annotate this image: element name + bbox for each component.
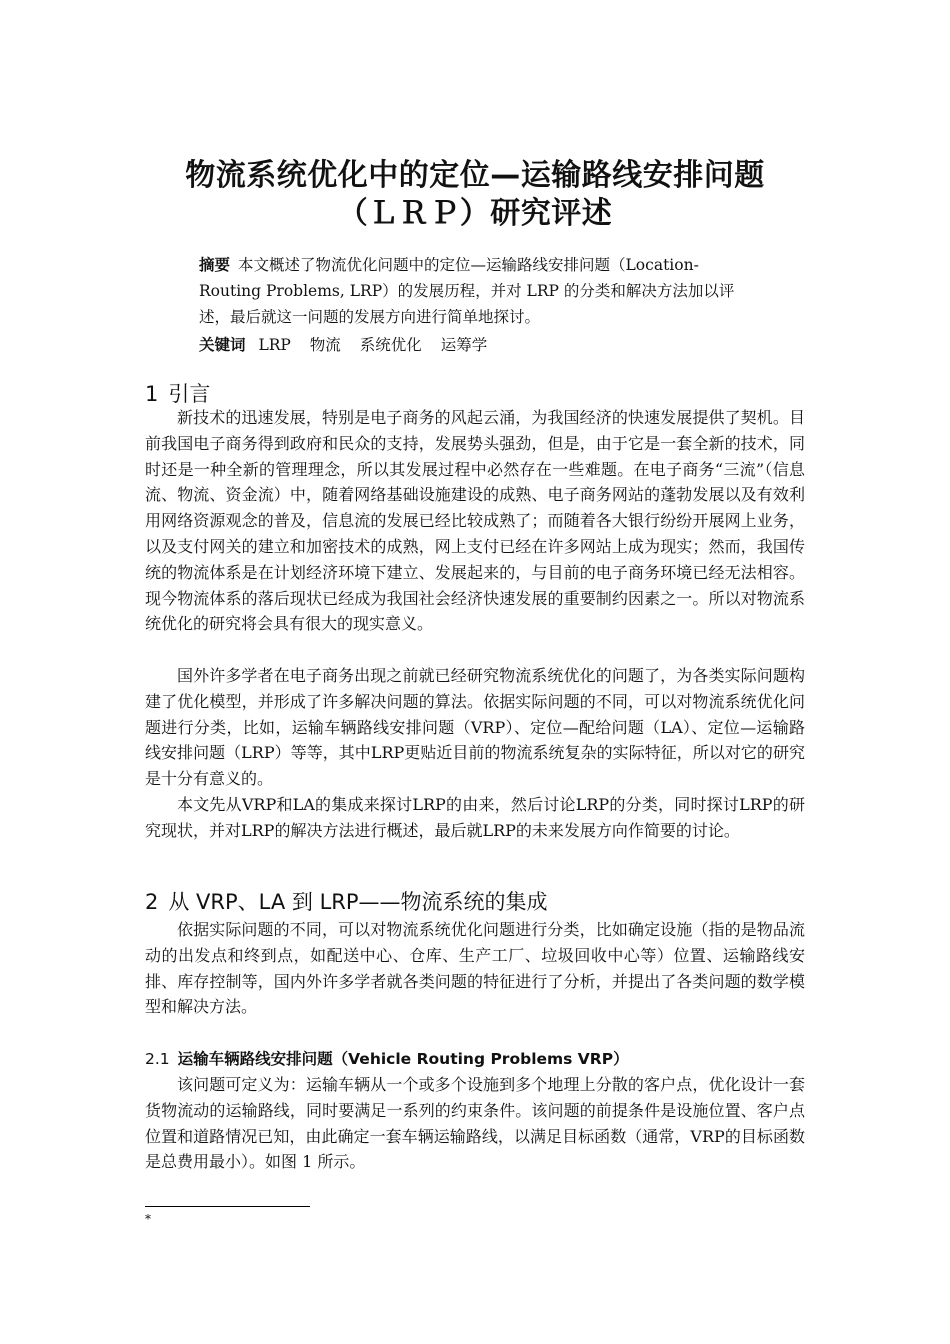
keywords-line — [199, 332, 759, 358]
keyword-item: LRP — [258, 336, 291, 354]
section-number: 1 — [145, 382, 159, 406]
paper-title-line1: 物流系统优化中的定位—运输路线安排问题 — [185, 158, 765, 193]
section-2-heading — [145, 886, 548, 916]
section-number: 2.1 — [145, 1050, 170, 1068]
section-1-paragraph-2: 国外许多学者在电子商务出现之前就已经研究物流系统优化的问题了，为各类实际问题构建了优化模型，并形成了许多解决问题的算法。依据实际问题的不同，可以对物流系统优化问题进行分类，比如，运输车辆路线安排问题（VRP）、定位—配给问题（LA）、定位—运输路线安排问题（LRP）等等，其中LRP更贴近目前的物流系统复杂的实际特征，所以对它的研究是十分有意义的。 — [145, 666, 805, 789]
section-number: 2 — [145, 890, 159, 914]
section-title: 运输车辆路线安排问题（Vehicle Routing Problems VRP） — [177, 1050, 629, 1068]
section-1-heading — [145, 378, 210, 408]
footnote-mark: * — [145, 1212, 151, 1226]
paper-title-line2: （ＬＲＰ）研究评述 — [337, 196, 613, 231]
section-1-paragraph-1: 新技术的迅速发展，特别是电子商务的风起云涌，为我国经济的快速发展提供了契机。目前我国电子商务得到政府和民众的支持，发展势头强劲，但是，由于它是一套全新的技术，同时还是一种全新的管理理念，所以其发展过程中必然存在一些难题。在电子商务“三流”（信息流、物流、资金流）中，随着网络基础设施建设的成熟、电子商务网站的蓬勃发展以及有效利用网络资源观念的普及，信息流的发展已经比较成熟了；而随着各大银行纷纷开展网上业务，以及支付网关的建立和加密技术的成熟，网上支付已经在许多网站上成为现实；然而，我国传统的物流体系是在计划经济环境下建立、发展起来的，与目前的电子商务环境已经无法相容。现今物流体系的落后现状已经成为我国社会经济快速发展的重要制约因素之一。所以对物流系统优化的研究将会具有很大的现实意义。 — [145, 408, 805, 634]
abstract-paragraph — [199, 252, 759, 330]
keyword-item: 运筹学 — [440, 336, 488, 354]
section-2-1-paragraph-1: 该问题可定义为：运输车辆从一个或多个设施到多个地理上分散的客户点，优化设计一套货物流动的运输路线，同时要满足一系列的约束条件。该问题的前提条件是设施位置、客户点位置和道路情况已知，由此确定一套车辆运输路线，以满足目标函数（通常，VRP的目标函数是总费用最小）。如图 1 所示。 — [145, 1075, 805, 1172]
keyword-item: 系统优化 — [359, 336, 422, 354]
section-1-paragraph-3: 本文先从VRP和LA的集成来探讨LRP的由来，然后讨论LRP的分类，同时探讨LRP的研究现状，并对LRP的解决方法进行概述，最后就LRP的未来发展方向作简要的讨论。 — [145, 795, 805, 840]
abstract-label: 摘要 — [199, 256, 231, 274]
section-2-paragraph-1: 依据实际问题的不同，可以对物流系统优化问题进行分类，比如确定设施（指的是物品流动的出发点和终到点，如配送中心、仓库、生产工厂、垃圾回收中心等）位置、运输路线安排、库存控制等，国内外许多学者就各类问题的特征进行了分析，并提出了各类问题的数学模型和解决方法。 — [145, 920, 805, 1017]
section-2-1-heading — [145, 1047, 629, 1069]
abstract-text: 本文概述了物流优化问题中的定位—运输路线安排问题（Location-Routing Problems, LRP）的发展历程，并对 LRP 的分类和解决方法加以评述，最后就这一问题的发展方向进行简单地探讨。 — [199, 256, 735, 326]
keywords-label: 关键词 — [199, 336, 246, 354]
section-title: 引言 — [168, 382, 211, 406]
keyword-item: 物流 — [309, 336, 341, 354]
abstract-block — [199, 252, 759, 358]
section-title: 从 VRP、LA 到 LRP——物流系统的集成 — [168, 890, 548, 914]
footnote-separator — [145, 1206, 310, 1207]
